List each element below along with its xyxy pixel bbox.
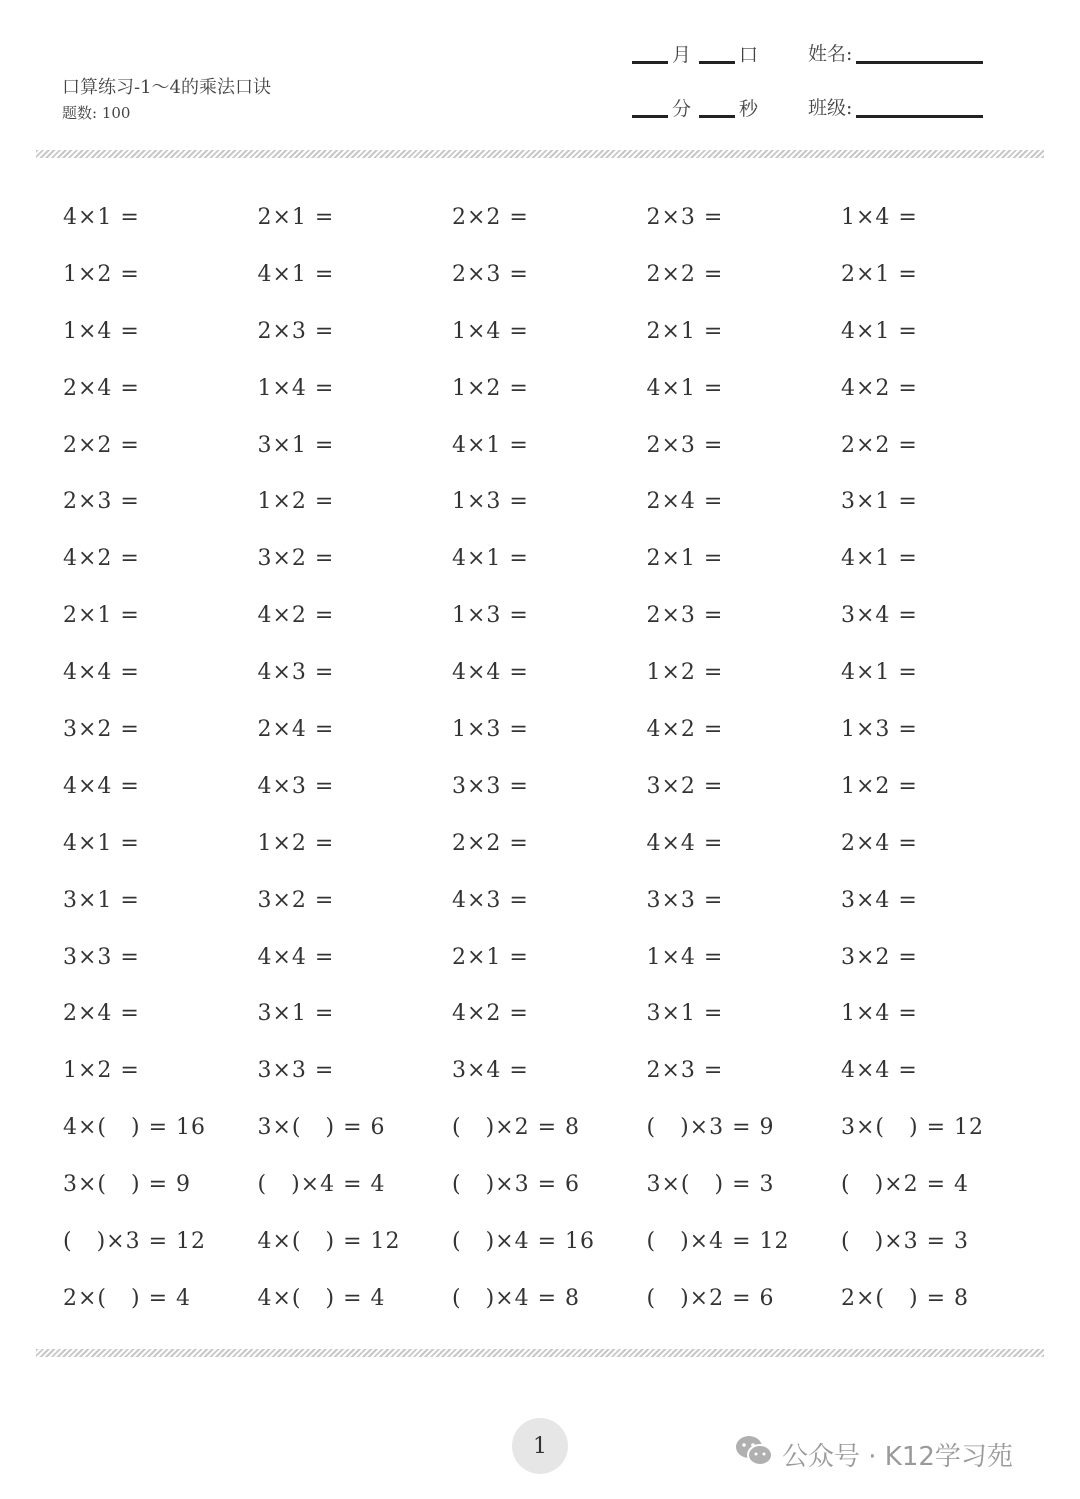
- problem-item: 4×4 =: [63, 773, 140, 799]
- problem-item: 1×3 =: [452, 717, 529, 743]
- month-blank[interactable]: [632, 61, 668, 64]
- problem-item: 3×2 =: [257, 546, 335, 572]
- problem-item: 2×3 =: [646, 603, 724, 629]
- problem-item: 3×2 =: [841, 944, 918, 970]
- problem-item: 2×4 =: [646, 489, 724, 515]
- problem-item: 3×1 =: [646, 1001, 724, 1027]
- problem-item: 4×1 =: [257, 261, 335, 287]
- problem-item: ( )×4 = 4: [257, 1172, 386, 1198]
- problem-item: 4×4 =: [841, 1058, 918, 1084]
- problem-item: 1×3 =: [452, 603, 529, 629]
- problem-item: 4×2 =: [452, 1001, 529, 1027]
- problem-item: 1×2 =: [841, 773, 918, 799]
- problem-item: 1×2 =: [63, 1058, 140, 1084]
- problem-item: 1×2 =: [646, 660, 724, 686]
- time-fill-row: [632, 94, 766, 120]
- problem-item: 4×4 =: [646, 830, 724, 856]
- problem-item: 2×3 =: [646, 205, 724, 230]
- problem-item: 2×1 =: [841, 261, 918, 287]
- problem-item: 2×2 =: [452, 830, 529, 856]
- problem-item: 2×3 =: [452, 261, 529, 287]
- problem-item: 1×2 =: [63, 261, 140, 287]
- wechat-icon: [734, 1434, 782, 1475]
- problem-item: 1×4 =: [646, 944, 724, 970]
- problem-item: ( )×3 = 9: [646, 1115, 775, 1141]
- problem-item: 4×2 =: [63, 546, 140, 572]
- problem-item: 3×4 =: [841, 887, 918, 913]
- problem-item: 4×2 =: [646, 717, 724, 743]
- problem-item: 1×3 =: [841, 717, 918, 743]
- class-field: [808, 94, 983, 120]
- class-label: 班级:: [808, 97, 853, 119]
- problem-item: 4×3 =: [257, 660, 335, 686]
- problem-item: 3×3 =: [63, 944, 140, 970]
- problem-item: 3×2 =: [257, 887, 335, 913]
- name-line[interactable]: [856, 61, 983, 64]
- page-number-badge: [512, 1418, 568, 1474]
- problem-item: 4×1 =: [841, 660, 918, 686]
- problem-item: 1×4 =: [257, 375, 335, 401]
- minute-label: 分: [672, 98, 692, 120]
- worksheet-title: 口算练习-1～4的乘法口诀: [62, 77, 271, 98]
- problem-item: 3×1 =: [841, 489, 918, 515]
- problem-item: 4×( ) = 4: [257, 1285, 386, 1311]
- day-label: 口: [739, 44, 759, 66]
- problem-item: 1×4 =: [63, 318, 140, 344]
- problem-item: 3×( ) = 3: [646, 1172, 775, 1198]
- problem-item: 4×1 =: [452, 546, 529, 572]
- problem-item: ( )×4 = 12: [646, 1229, 790, 1255]
- problem-item: 2×2 =: [646, 261, 724, 287]
- problem-item: 1×2 =: [257, 489, 335, 515]
- problem-item: 3×3 =: [646, 887, 724, 913]
- problem-item: 2×2 =: [63, 432, 140, 458]
- problem-item: 2×1 =: [646, 546, 724, 572]
- problem-item: 1×4 =: [841, 1001, 918, 1027]
- problem-item: 3×( ) = 9: [63, 1172, 191, 1198]
- top-divider: [36, 150, 1044, 158]
- problem-item: 2×3 =: [257, 318, 335, 344]
- problem-item: 2×4 =: [63, 1001, 140, 1027]
- problem-item: ( )×4 = 16: [452, 1229, 595, 1255]
- problem-item: 2×3 =: [646, 1058, 724, 1084]
- problem-item: 4×3 =: [257, 773, 335, 799]
- problem-item: 2×3 =: [646, 432, 724, 458]
- problem-item: 4×4 =: [63, 660, 140, 686]
- problem-item: 3×1 =: [257, 1001, 335, 1027]
- problem-item: 4×1 =: [63, 205, 140, 230]
- problem-item: 2×( ) = 4: [63, 1285, 191, 1311]
- problem-item: 4×4 =: [257, 944, 335, 970]
- day-blank[interactable]: [699, 61, 735, 64]
- problem-item: 4×( ) = 12: [257, 1229, 401, 1255]
- problem-item: 3×4 =: [841, 603, 918, 629]
- problem-item: 2×2 =: [452, 205, 529, 230]
- month-label: 月: [672, 44, 692, 66]
- problem-item: 4×2 =: [841, 375, 918, 401]
- problem-item: 3×4 =: [452, 1058, 529, 1084]
- problem-item: ( )×3 = 3: [841, 1229, 969, 1255]
- problem-item: 2×1 =: [646, 318, 724, 344]
- problem-item: ( )×3 = 12: [63, 1229, 206, 1255]
- name-label: 姓名:: [808, 43, 853, 65]
- problem-item: 4×( ) = 16: [63, 1115, 206, 1141]
- watermark-text: 公众号 · K12学习苑: [782, 1442, 1013, 1472]
- problem-item: 2×1 =: [452, 944, 529, 970]
- problem-item: 1×4 =: [841, 205, 918, 230]
- class-line[interactable]: [856, 115, 983, 118]
- problem-item: 1×3 =: [452, 489, 529, 515]
- second-label: 秒: [739, 98, 759, 120]
- problem-item: 3×2 =: [646, 773, 724, 799]
- problem-item: 3×1 =: [257, 432, 335, 458]
- problem-count: 题数: 100: [62, 104, 131, 122]
- watermark: [734, 1434, 1013, 1475]
- problem-item: ( )×4 = 8: [452, 1285, 580, 1311]
- problem-item: 4×1 =: [452, 432, 529, 458]
- problem-item: 2×4 =: [841, 830, 918, 856]
- problem-item: 1×2 =: [257, 830, 335, 856]
- problem-item: 4×4 =: [452, 660, 529, 686]
- problem-item: 1×4 =: [452, 318, 529, 344]
- problem-item: 2×4 =: [63, 375, 140, 401]
- problem-item: ( )×3 = 6: [452, 1172, 580, 1198]
- problem-item: 2×4 =: [257, 717, 335, 743]
- bottom-divider: [36, 1349, 1044, 1357]
- second-blank[interactable]: [699, 115, 735, 118]
- problem-item: 1×2 =: [452, 375, 529, 401]
- problem-item: 4×1 =: [646, 375, 724, 401]
- problem-item: 3×( ) = 12: [841, 1115, 984, 1141]
- problem-item: 3×3 =: [452, 773, 529, 799]
- problem-item: ( )×2 = 8: [452, 1115, 580, 1141]
- minute-blank[interactable]: [632, 115, 668, 118]
- problem-item: ( )×2 = 4: [841, 1172, 969, 1198]
- problem-grid: [63, 197, 1043, 1335]
- problem-item: 3×3 =: [257, 1058, 335, 1084]
- problem-item: 2×1 =: [257, 205, 335, 230]
- problem-item: 4×1 =: [841, 546, 918, 572]
- problem-item: 4×1 =: [63, 830, 140, 856]
- problem-item: 4×1 =: [841, 318, 918, 344]
- page-number: 1: [533, 1433, 547, 1459]
- problem-item: 4×2 =: [257, 603, 335, 629]
- name-field: [808, 40, 983, 66]
- problem-item: 2×1 =: [63, 603, 140, 629]
- problem-item: 4×3 =: [452, 887, 529, 913]
- problem-item: 3×1 =: [63, 887, 140, 913]
- problem-item: 2×( ) = 8: [841, 1285, 969, 1311]
- problem-item: 3×( ) = 6: [257, 1115, 386, 1141]
- problem-item: 2×2 =: [841, 432, 918, 458]
- date-fill-row: [632, 40, 766, 66]
- problem-item: 3×2 =: [63, 717, 140, 743]
- problem-item: ( )×2 = 6: [646, 1285, 775, 1311]
- problem-item: 2×3 =: [63, 489, 140, 515]
